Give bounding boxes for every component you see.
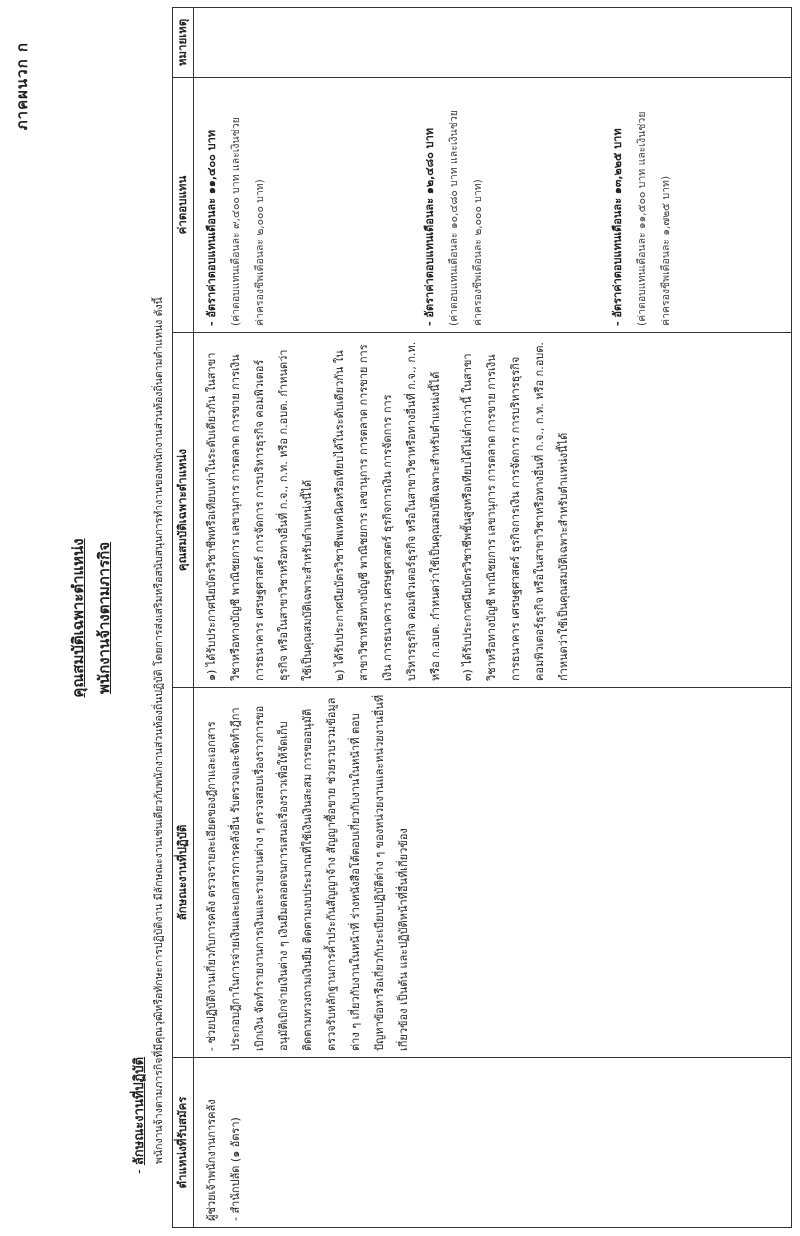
header-duties: ลักษณะงานที่ปฏิบัติ: [173, 688, 194, 1058]
position-cell: [194, 1058, 792, 1228]
duties-cell: [194, 688, 792, 1058]
qualification-item: ๑) ได้รับประกาศนียบัตรวิชาชีพหรือเทียบเท่าในระดับเดียวกัน ในสาขาวิชาหรือทางบัญชี พาณิชยการ เลขานุการ การตลาด การขาย การเงิน การธนาคาร เศรษฐศาสตร์ การจัดการ การบริหารธุรกิจ คอมพิวเตอร์ธุรกิจ หรือในสาขาวิชาหรือทางอื่นที่ ก.จ., ก.ท. หรือ ก.อบต. กำหนดว่าใช้เป็นคุณสมบัติเฉพาะสำหรับตำแหน่งนี้ได้: [205, 349, 314, 681]
compensation-rate: - อัตราค่าตอบแทนเดือนละ ๑๒,๔๘๐ บาท: [423, 127, 436, 326]
compensation-detail: ค่าครองชีพเดือนละ ๒,๐๐๐ บาท): [472, 179, 484, 326]
header-qualifications: คุณสมบัติเฉพาะตำแหน่ง: [173, 333, 194, 688]
compensation-rate: - อัตราค่าตอบแทนเดือนละ ๑๓,๒๒๕ บาท: [611, 128, 624, 326]
compensation-rate: - อัตราค่าตอบแทนเดือนละ ๑๑,๔๐๐ บาท: [205, 129, 218, 326]
qualification-item: ๓) ได้รับประกาศนียบัตรวิชาชีพชั้นสูงหรือเทียบได้ไม่ต่ำกว่านี้ ในสาขาวิชาหรือทางบัญชี พาณิชยการ เลขานุการ การตลาด การขาย การเงิน การธนาคาร เศรษฐศาสตร์ ธุรกิจการเงิน การจัดการ การบริหารธุรกิจ คอมพิวเตอร์ธุรกิจ หรือในสาขาวิชาหรือทางอื่นที่ ก.จ., ก.ท. หรือ ก.อบต. กำหนดว่าใช้เป็นคุณสมบัติเฉพาะสำหรับตำแหน่งนี้ได้: [461, 342, 570, 681]
qualification-item: ๒) ได้รับประกาศนียบัตรวิชาชีพเทคนิคหรือเทียบได้ในระดับเดียวกัน ในสาขาวิชาหรือทางบัญชี พาณิชยการ เลขานุการ การตลาด การขาย การเงิน การธนาคาร เศรษฐศาสตร์ ธุรกิจการเงิน การจัดการ การบริหารธุรกิจ คอมพิวเตอร์ธุรกิจ หรือในสาขาวิชาหรือทางอื่นที่ ก.จ., ก.ท. หรือ ก.อบต. กำหนดว่าใช้เป็นคุณสมบัติเฉพาะสำหรับตำแหน่งนี้ได้: [333, 341, 442, 681]
qualification-table: [172, 7, 792, 1228]
compensation-detail: ค่าครองชีพเดือนละ ๒,๐๐๐ บาท): [254, 179, 266, 326]
header-compensation: ค่าตอบแทน: [173, 78, 194, 333]
section-bullet: -: [132, 1169, 147, 1174]
compensation-detail: (ค่าตอบแทนเดือนละ ๑๑,๕๐๐ บาท และเงินช่วย: [636, 111, 648, 326]
position-unit: - สำนักปลัด (๑ อัตรา): [229, 1117, 242, 1221]
compensation-item: [418, 84, 598, 326]
compensation-cell: [194, 78, 792, 333]
compensation-item: [200, 84, 410, 326]
duties-text: - ช่วยปฏิบัติงานเกี่ยวกับการคลัง ตรวจรายละเอียดของฎีกาและเอกสารประกอบฎีกาในการจ่ายเงินและเอกสารการคลังอื่น รับตรวจและจัดทำฎีกาเบิกเงิน จัดทำรายงานการเงินและรายงานต่าง ๆ ตรวจสอบเรื่องราวการขออนุมัติเบิกจ่ายเงินต่าง ๆ เงินยืมตลอดจนการเสนอเรื่องราวเพื่อให้จัดเก็บติดตามทวงถามเงินยืม ติดตามงบประมาณที่ใช้เงินเงินสะสม การขออนุมัติ ตรวจรับหลักฐานการค้ำประกันสัญญาจ้าง สัญญาซื้อขาย ช่วยรวบรวมข้อมูลต่าง ๆ เกี่ยวกับงานในหน้าที่ ร่างหนังสือโต้ตอบเกี่ยวกับงานในหน้าที่ ตอบปัญหาข้อหารือเกี่ยวกับระเบียบปฏิบัติต่าง ๆ ของหน่วยงานและหน่วยงานอื่นที่เกี่ยวข้อง เป็นต้น และปฏิบัติหน้าที่อื่นที่เกี่ยวข้อง: [205, 694, 410, 1051]
table-row: [194, 8, 792, 1228]
document-title: คุณสมบัติเฉพาะตำแหน่ง: [69, 538, 87, 698]
compensation-detail: ค่าครองชีพเดือนละ ๑,๗๒๕ บาท): [660, 175, 672, 326]
compensation-item: [606, 84, 678, 326]
section-heading: [128, 1057, 149, 1174]
compensation-detail: (ค่าตอบแทนเดือนละ ๙,๔๐๐ บาท และเงินช่วย: [230, 117, 242, 326]
header-position: ตำแหน่งที่รับสมัคร: [173, 1058, 194, 1228]
position-title: ผู้ช่วยเจ้าพนักงานการคลัง: [205, 1099, 218, 1221]
remarks-cell: [194, 8, 792, 78]
section-intro: พนักงานจ้างตามภารกิจที่มีคุณวุฒิหรือทักษะการปฏิบัติงาน มีลักษณะงานเช่นเดียวกับพนักงานส่วนท้องถิ่นปฏิบัติ โดยการส่งเสริมหรือสนับสนุนการทำงานของพนักงานส่วนท้องถิ่นตามตำแหน่ง ดังนี้: [153, 297, 165, 1164]
header-remarks: หมายเหตุ: [173, 8, 194, 78]
appendix-label: ภาคผนวก ก: [13, 42, 31, 131]
document-subtitle: พนักงานจ้างตามภารกิจ: [95, 541, 113, 695]
section-heading-text: ลักษณะงานที่ปฏิบัติ: [132, 1056, 147, 1166]
compensation-detail: (ค่าตอบแทนเดือนละ ๑๐,๔๘๐ บาท และเงินช่วย: [448, 110, 460, 326]
table-header-row: [173, 8, 194, 1228]
qualifications-cell: [194, 333, 792, 688]
